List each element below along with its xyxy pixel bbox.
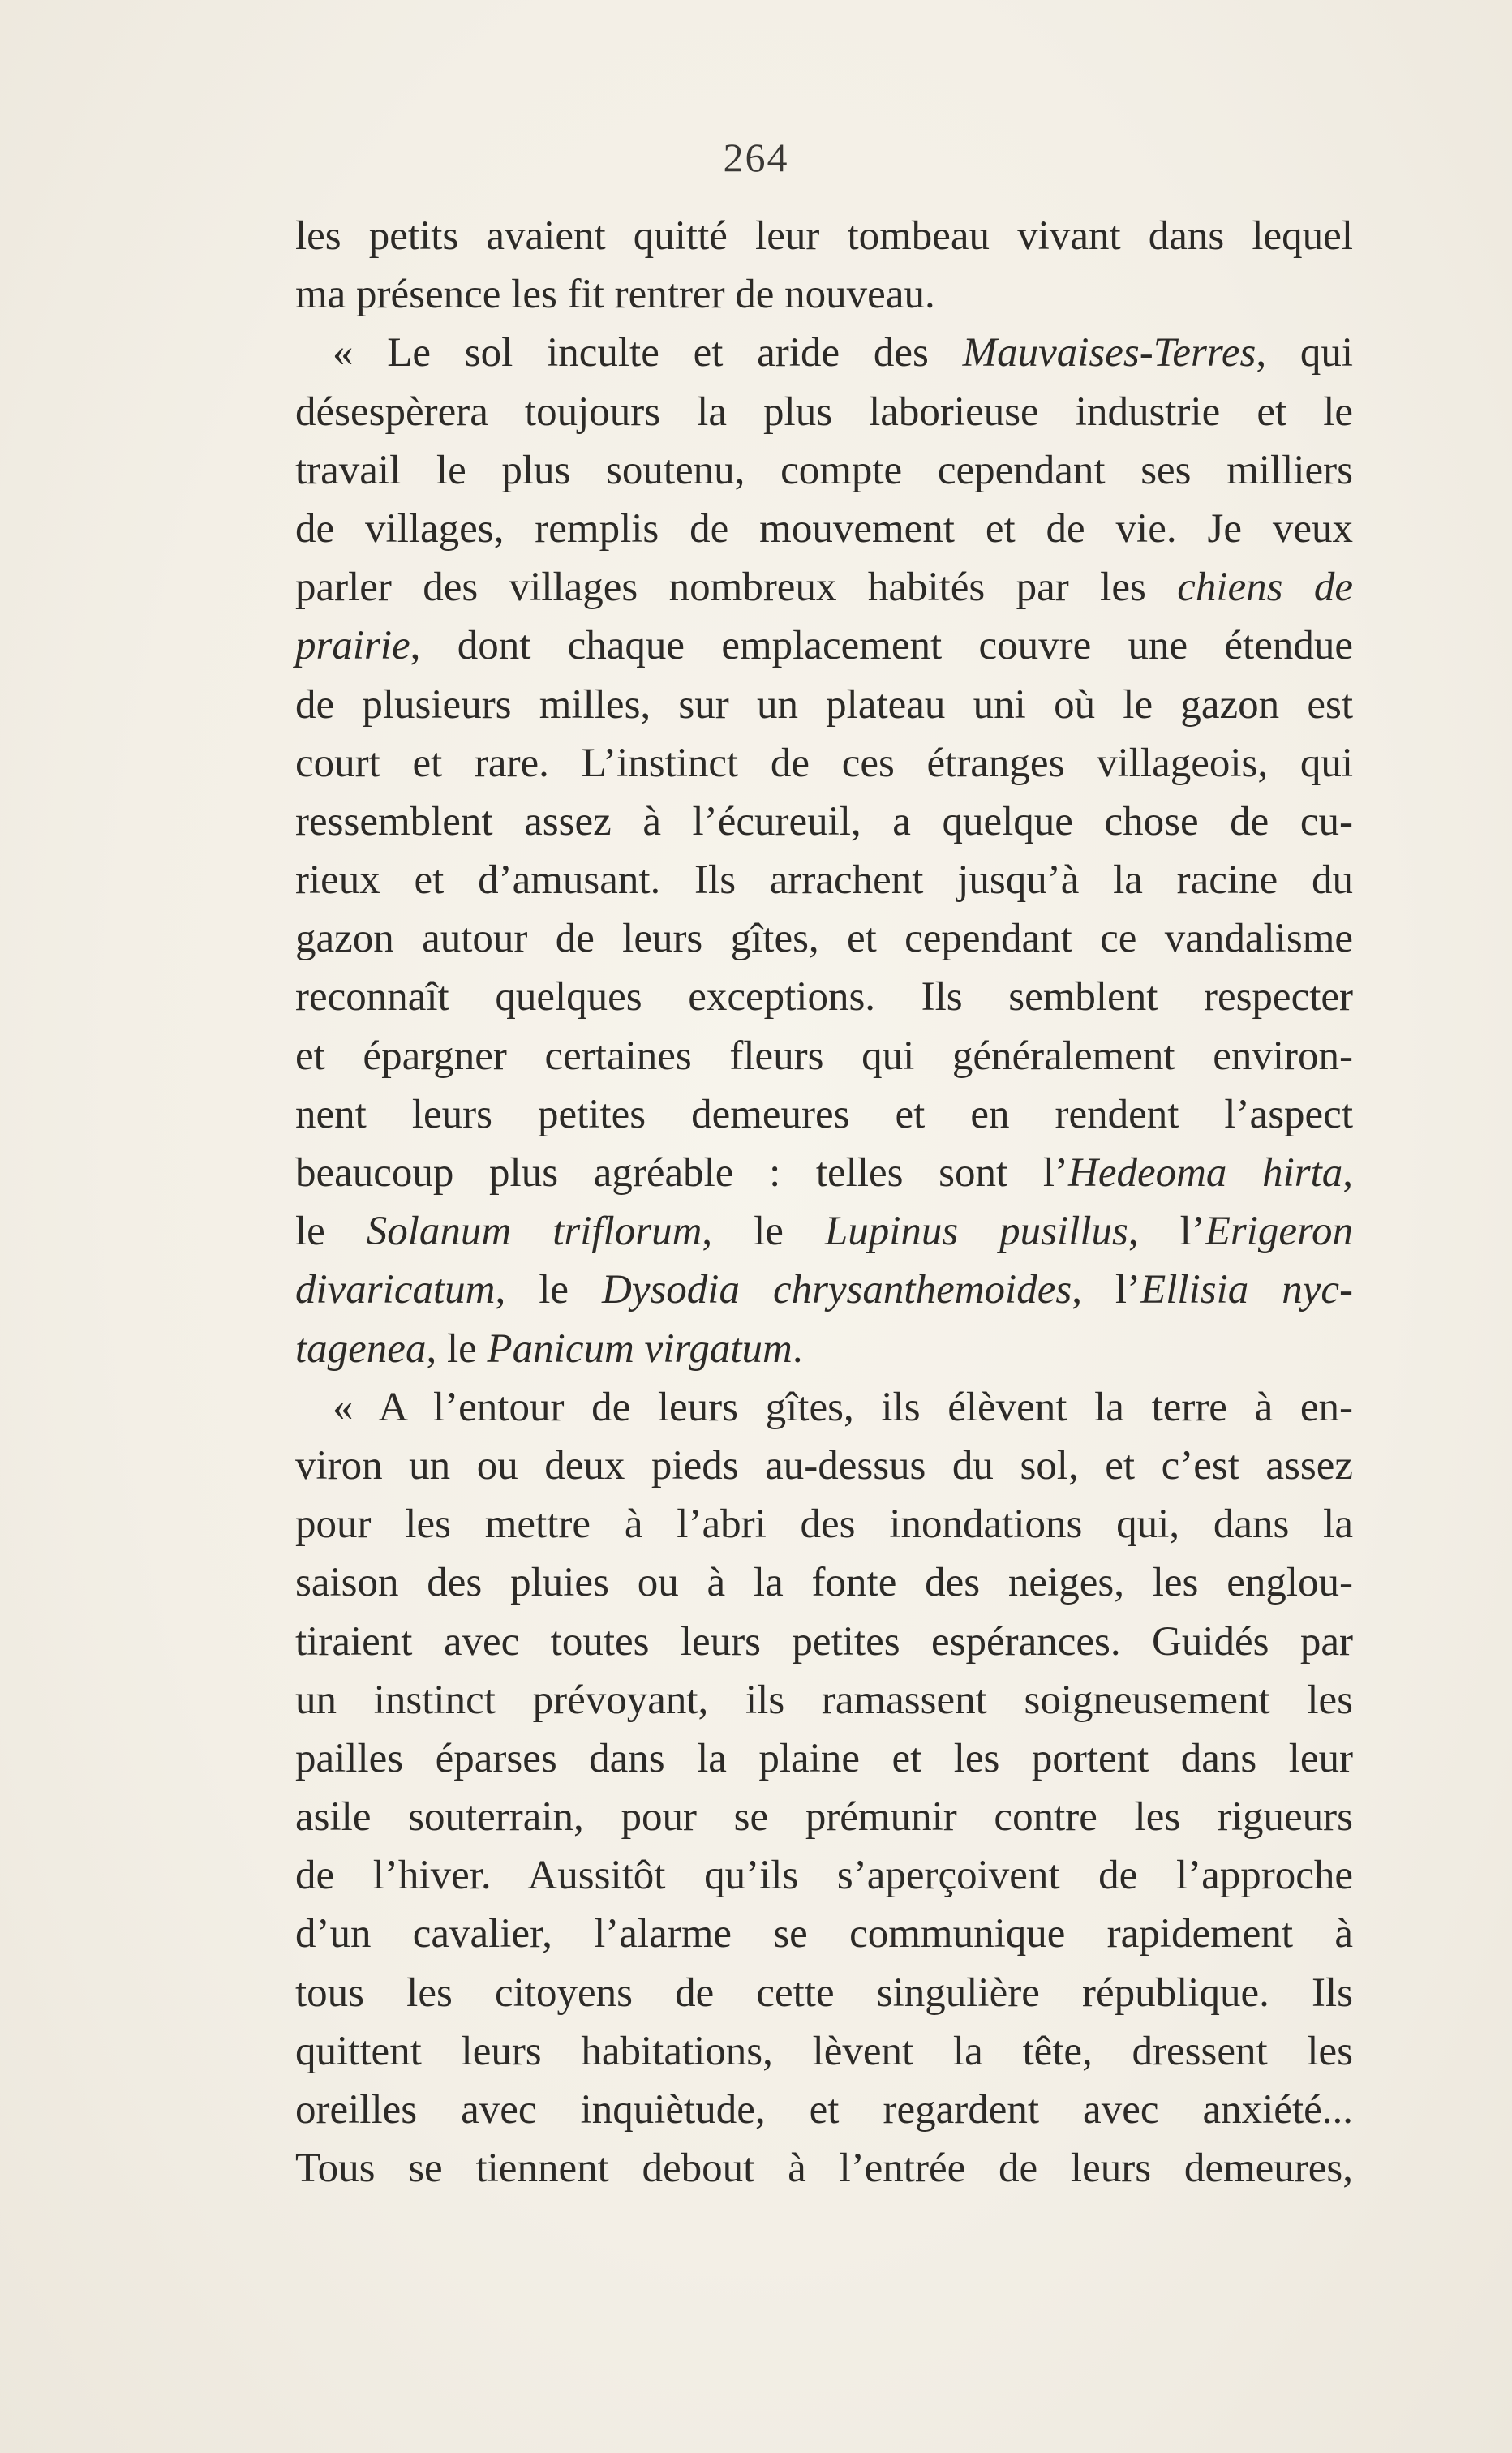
text-line bbox=[295, 383, 1353, 441]
text-line bbox=[295, 558, 1353, 616]
text-segment: le bbox=[295, 1209, 367, 1255]
text-line bbox=[295, 1027, 1353, 1085]
text-line bbox=[295, 2081, 1353, 2139]
text-segment: tiraient avec toutes leurs petites espérances. Guidés par bbox=[295, 1618, 1353, 1665]
italic-text: Mauvaises-Terres bbox=[962, 330, 1256, 376]
text-line bbox=[295, 1905, 1353, 1963]
text-line bbox=[295, 441, 1353, 500]
text-line bbox=[295, 324, 1353, 382]
text-segment: , le bbox=[702, 1209, 825, 1255]
text-line bbox=[295, 676, 1353, 734]
text-segment: parler des villages nombreux habités par les bbox=[295, 565, 1178, 611]
text-line bbox=[295, 265, 1353, 324]
text-segment: travail le plus soutenu, compte cependant ses milliers bbox=[295, 447, 1353, 493]
text-segment: Tous se tiennent debout à l’entrée de leurs demeures, bbox=[295, 2146, 1353, 2192]
text-line bbox=[295, 851, 1353, 909]
text-segment: de villages, remplis de mouvement et de vie. Je veux bbox=[295, 505, 1353, 552]
text-line bbox=[295, 734, 1353, 793]
text-segment: saison des pluies ou à la fonte des neiges, les englou- bbox=[295, 1560, 1353, 1606]
text-segment: . bbox=[792, 1325, 803, 1372]
text-segment: les petits avaient quitté leur tombeau vivant dans lequel bbox=[295, 213, 1353, 259]
text-segment: quittent leurs habitations, lèvent la tête, dressent les bbox=[295, 2028, 1353, 2074]
text-line bbox=[295, 1553, 1353, 1612]
text-line bbox=[295, 1613, 1353, 1671]
text-segment: asile souterrain, pour se prémunir contre les rigueurs bbox=[295, 1794, 1353, 1841]
text-line bbox=[295, 2139, 1353, 2197]
text-line bbox=[295, 1320, 1353, 1378]
text-segment: , bbox=[1342, 1150, 1354, 1196]
italic-text: divaricatum bbox=[295, 1267, 496, 1313]
text-segment: pailles éparses dans la plaine et les portent dans leur bbox=[295, 1735, 1353, 1781]
body-text bbox=[295, 207, 1353, 2197]
text-segment: nent leurs petites demeures et en rendent l’aspect bbox=[295, 1091, 1353, 1137]
text-segment: rieux et d’amusant. Ils arrachent jusqu’à la racine du bbox=[295, 857, 1353, 904]
text-segment: , dont chaque emplacement couvre une étendue bbox=[410, 623, 1353, 669]
text-line bbox=[295, 1964, 1353, 2022]
text-segment: , le bbox=[495, 1267, 602, 1313]
text-segment: tous les citoyens de cette singulière république. Ils bbox=[295, 1970, 1353, 2016]
text-segment: de plusieurs milles, sur un plateau uni où le gazon est bbox=[295, 681, 1353, 728]
text-line bbox=[295, 1437, 1353, 1495]
italic-text: chiens de bbox=[1177, 565, 1353, 611]
text-line bbox=[295, 968, 1353, 1026]
text-line bbox=[295, 2022, 1353, 2081]
text-line bbox=[295, 793, 1353, 851]
text-segment: et épargner certaines fleurs qui généralement environ- bbox=[295, 1033, 1353, 1079]
text-line bbox=[295, 1671, 1353, 1729]
text-segment: , le bbox=[426, 1325, 488, 1372]
text-segment: pour les mettre à l’abri des inondations qui, dans la bbox=[295, 1501, 1353, 1548]
text-line bbox=[295, 909, 1353, 968]
italic-text: Hedeoma hirta bbox=[1067, 1150, 1343, 1196]
text-line bbox=[295, 1846, 1353, 1905]
italic-text: Solanum triflorum bbox=[366, 1209, 702, 1255]
text-segment: « A l’entour de leurs gîtes, ils élèvent la terre à en- bbox=[333, 1384, 1353, 1430]
text-segment: ressemblent assez à l’écureuil, a quelque chose de cu- bbox=[295, 798, 1353, 844]
text-line bbox=[295, 1495, 1353, 1553]
text-segment: viron un ou deux pieds au-dessus du sol, et c’est assez bbox=[295, 1442, 1353, 1489]
text-segment: oreilles avec inquiètude, et regardent avec anxiété... bbox=[295, 2087, 1353, 2133]
text-segment: d’un cavalier, l’alarme se communique rapidement à bbox=[295, 1911, 1353, 1957]
text-segment: , l’ bbox=[1128, 1209, 1205, 1255]
italic-text: Panicum virgatum bbox=[487, 1325, 793, 1372]
text-segment: « Le sol inculte et aride des bbox=[333, 330, 963, 376]
italic-text: Erigeron bbox=[1205, 1209, 1354, 1255]
italic-text: prairie bbox=[295, 623, 410, 669]
text-line bbox=[295, 500, 1353, 558]
italic-text: Dysodia chrysanthemoides bbox=[601, 1267, 1072, 1313]
text-line bbox=[295, 1378, 1353, 1437]
italic-text: Ellisia nyc- bbox=[1140, 1267, 1354, 1313]
text-line bbox=[295, 207, 1353, 265]
text-line bbox=[295, 616, 1353, 675]
text-segment: un instinct prévoyant, ils ramassent soigneusement les bbox=[295, 1677, 1353, 1723]
text-segment: court et rare. L’instinct de ces étranges villageois, qui bbox=[295, 740, 1353, 786]
text-line bbox=[295, 1144, 1353, 1202]
text-segment: désespèrera toujours la plus laborieuse industrie et le bbox=[295, 389, 1353, 435]
text-segment: gazon autour de leurs gîtes, et cependant ce vandalisme bbox=[295, 916, 1353, 962]
text-segment: reconnaît quelques exceptions. Ils semblent respecter bbox=[295, 974, 1353, 1020]
text-line bbox=[295, 1085, 1353, 1144]
italic-text: tagenea bbox=[295, 1325, 427, 1372]
text-line bbox=[295, 1261, 1353, 1319]
text-line bbox=[295, 1202, 1353, 1261]
italic-text: Lupinus pusillus bbox=[824, 1209, 1128, 1255]
text-line bbox=[295, 1729, 1353, 1788]
text-segment: , l’ bbox=[1072, 1267, 1141, 1313]
text-segment: beaucoup plus agréable : telles sont l’ bbox=[295, 1150, 1068, 1196]
page-number: 264 bbox=[723, 135, 789, 180]
text-segment: ma présence les fit rentrer de nouveau. bbox=[295, 272, 935, 318]
text-segment: de l’hiver. Aussitôt qu’ils s’aperçoivent de l’approche bbox=[295, 1853, 1353, 1899]
text-line bbox=[295, 1788, 1353, 1846]
text-segment: , qui bbox=[1256, 330, 1353, 376]
